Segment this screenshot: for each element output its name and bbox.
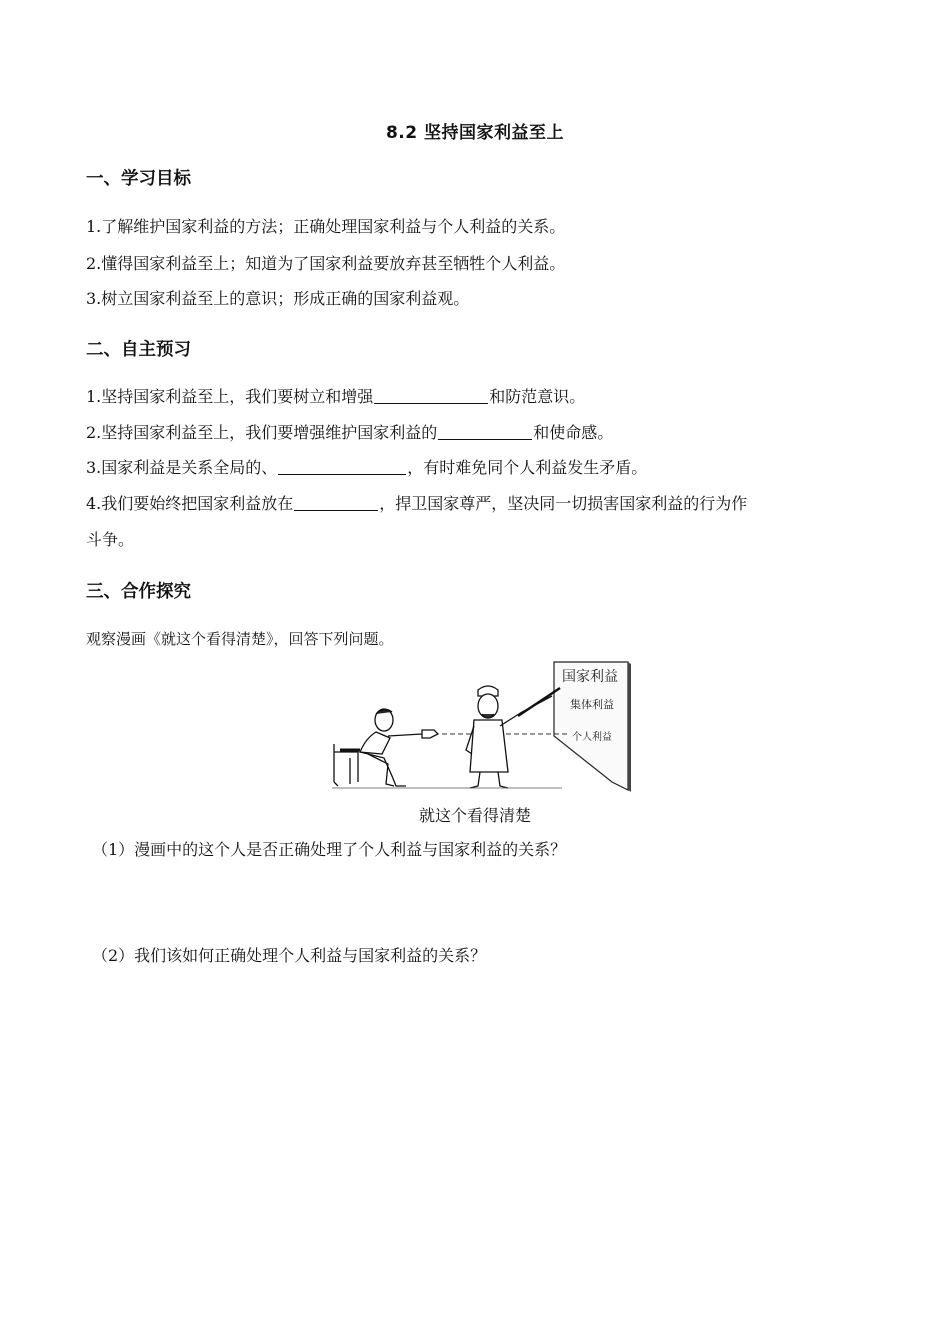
preview-item — [86, 422, 876, 444]
inquiry-intro: 观察漫画《就这个看得清楚》，回答下列问题。 — [86, 630, 394, 648]
section-heading-preview: 二、自主预习 — [86, 340, 191, 360]
fill-blank[interactable] — [374, 387, 488, 404]
fill-blank[interactable] — [294, 494, 378, 511]
preview-item — [86, 493, 876, 515]
preview-item-text: 和使命感。 — [533, 423, 614, 442]
preview-item-text: 2.坚持国家利益至上，我们要增强维护国家利益的 — [86, 423, 438, 442]
objective-item: 3.树立国家利益至上的意识；形成正确的国家利益观。 — [86, 289, 470, 308]
section-heading-objectives: 一、学习目标 — [86, 169, 191, 189]
objective-item: 1.了解维护国家利益的方法；正确处理国家利益与个人利益的关系。 — [86, 217, 566, 236]
objective-item: 2.懂得国家利益至上；知道为了国家利益要放弃甚至牺牲个人利益。 — [86, 254, 566, 273]
preview-item-continuation: 斗争。 — [86, 530, 135, 549]
preview-item-text: 和防范意识。 — [489, 387, 586, 406]
fill-blank[interactable] — [278, 458, 406, 475]
question-1: （1）漫画中的这个人是否正确处理了个人利益与国家利益的关系？ — [92, 840, 567, 859]
preview-item-text: 1.坚持国家利益至上，我们要树立和增强 — [86, 387, 374, 406]
question-2: （2）我们该如何正确处理个人利益与国家利益的关系？ — [92, 946, 487, 965]
cartoon-illustration — [332, 654, 632, 794]
section-heading-inquiry: 三、合作探究 — [86, 582, 191, 602]
page-title: 8.2 坚持国家利益至上 — [385, 123, 565, 143]
board-label-collective: 集体利益 — [570, 698, 614, 711]
lecturer-figure — [466, 686, 560, 788]
cartoon-caption: 就这个看得清楚 — [418, 806, 531, 825]
preview-item-text: ，有时难免同个人利益发生矛盾。 — [407, 458, 648, 477]
board-label-national: 国家利益 — [562, 669, 618, 685]
preview-item-text: 3.国家利益是关系全局的、 — [86, 458, 278, 477]
seated-man-figure — [334, 709, 438, 786]
preview-item-text: ，捍卫国家尊严，坚决同一切损害国家利益的行为作 — [379, 494, 748, 513]
fill-blank[interactable] — [438, 423, 532, 440]
preview-item — [86, 386, 876, 408]
preview-item-text: 4.我们要始终把国家利益放在 — [86, 494, 294, 513]
board-label-personal: 个人利益 — [572, 732, 612, 743]
preview-item — [86, 457, 876, 479]
